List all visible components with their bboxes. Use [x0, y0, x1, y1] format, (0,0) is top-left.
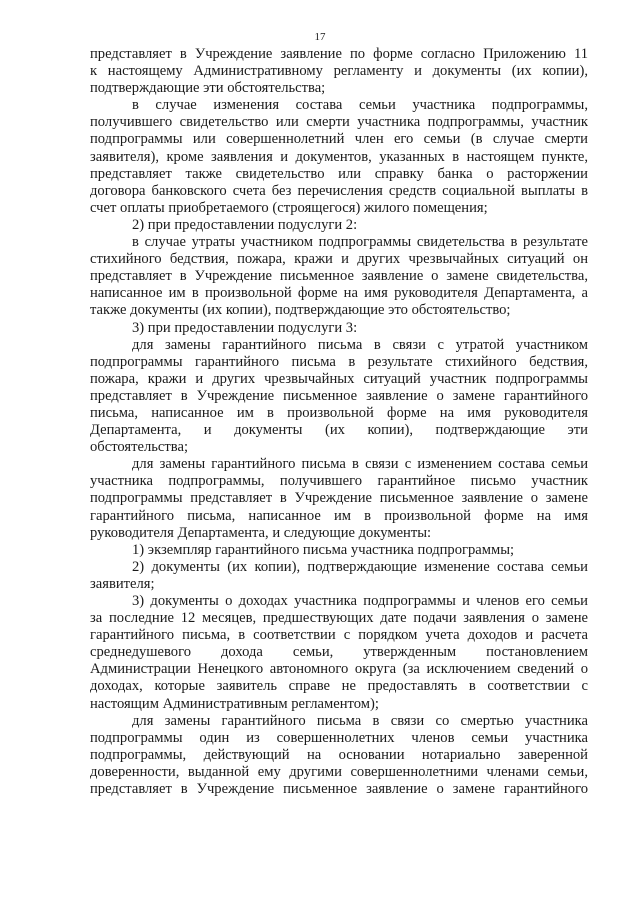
text-line: 3) документы о доходах участника подпрограммы и членов его семьи — [132, 593, 588, 609]
text-line: подпрограммы гарантийного письма в результате стихийного бедствия, — [90, 353, 588, 370]
text-line: среднедушевого дохода семьи, утвержденным постановлением — [90, 644, 588, 661]
text-line: письма, написанное им в произвольной форме на имя руководителя — [90, 404, 588, 421]
text-line: счет оплаты приобретаемого (строящегося) жилого помещения; — [90, 199, 488, 216]
text-line: в случае утраты участником подпрограммы свидетельства в результате — [132, 234, 588, 251]
text-line: доверенности, выданной ему другими совершеннолетними членами семьи, — [90, 763, 588, 780]
text-line: подпрограммы один из совершеннолетних членов семьи участника — [90, 729, 588, 746]
text-line: для замены гарантийного письма в связи с изменением состава семьи — [132, 456, 588, 473]
text-line: представляет в Учреждение письменное заявление о замене гарантийного — [90, 387, 588, 404]
text-line: гарантийного письма, в соответствии с порядком учета доходов и расчета — [90, 627, 588, 644]
page-number: 17 — [314, 31, 326, 43]
text-line: 1) экземпляр гарантийного письма участника подпрограммы; — [132, 541, 515, 558]
text-line: заявителя), кроме заявления и документов, указанных в настоящем пункте, — [90, 148, 588, 165]
text-line: подпрограммы представляет в Учреждение письменное заявление о замене — [90, 490, 588, 507]
text-line: стихийного бедствия, пожара, кражи и других чрезвычайных ситуаций он — [90, 251, 588, 268]
text-line: 2) документы (их копии), подтверждающие изменение состава семьи — [132, 558, 588, 575]
text-line: для замены гарантийного письма в связи со смертью участника — [132, 712, 588, 729]
text-line: в случае изменения состава семьи участника подпрограммы, — [132, 97, 588, 114]
text-line: обстоятельства; — [90, 439, 188, 456]
text-line: Департамента, и документы (их копии), подтверждающие эти — [90, 422, 588, 439]
text-line: для замены гарантийного письма в связи с утратой участником — [132, 336, 588, 353]
text-line: настоящим Административным регламентом); — [90, 695, 379, 712]
text-line: написанное им в произвольной форме на имя руководителя Департамента, а — [90, 285, 588, 302]
text-line: заявителя; — [90, 575, 155, 592]
text-line: подпрограммы или совершеннолетний член его семьи (в случае смерти — [90, 131, 588, 148]
text-line: 2) при предоставлении подуслуги 2: — [132, 216, 358, 233]
text-line: 3) при предоставлении подуслуги 3: — [132, 319, 358, 336]
text-line: также документы (их копии), подтверждающие это обстоятельство; — [90, 302, 511, 319]
text-line: руководителя Департамента, и следующие документы: — [90, 524, 432, 541]
text-line: Администрации Ненецкого автономного округа (за исключением сведений о — [90, 661, 588, 678]
text-line: пожара, кражи и других чрезвычайных ситуаций участник подпрограммы — [90, 370, 588, 387]
text-line: представляет в Учреждение письменное заявление о замене свидетельства, — [90, 268, 588, 285]
text-line: представляет также свидетельство или справку банка о расторжении — [90, 165, 588, 182]
text-line: представляет в Учреждение заявление по форме согласно Приложению 11 — [90, 46, 588, 62]
text-line: подпрограммы, действующий на основании нотариально заверенной — [90, 746, 588, 763]
text-line: договора банковского счета без перечисления средств социальной выплаты в — [90, 182, 588, 199]
text-line: представляет в Учреждение письменное заявление о замене гарантийного — [90, 781, 588, 798]
text-line: подтверждающие эти обстоятельства; — [90, 80, 326, 97]
text-line: получившего свидетельство или смерти участника подпрограммы, участник — [90, 114, 588, 131]
text-line: доходах, которые заявитель справе не предоставлять в соответствии с — [90, 678, 588, 695]
text-line: гарантийного письма, написанное им в произвольной форме на имя — [90, 507, 588, 524]
text-line: к настоящему Административному регламенту и документы (их копии), — [90, 63, 588, 80]
text-line: участника подпрограммы, получившего гарантийное письмо участник — [90, 473, 588, 490]
text-line: за последние 12 месяцев, предшествующих дате подачи заявления о замене — [90, 610, 588, 627]
document-body — [90, 46, 588, 798]
